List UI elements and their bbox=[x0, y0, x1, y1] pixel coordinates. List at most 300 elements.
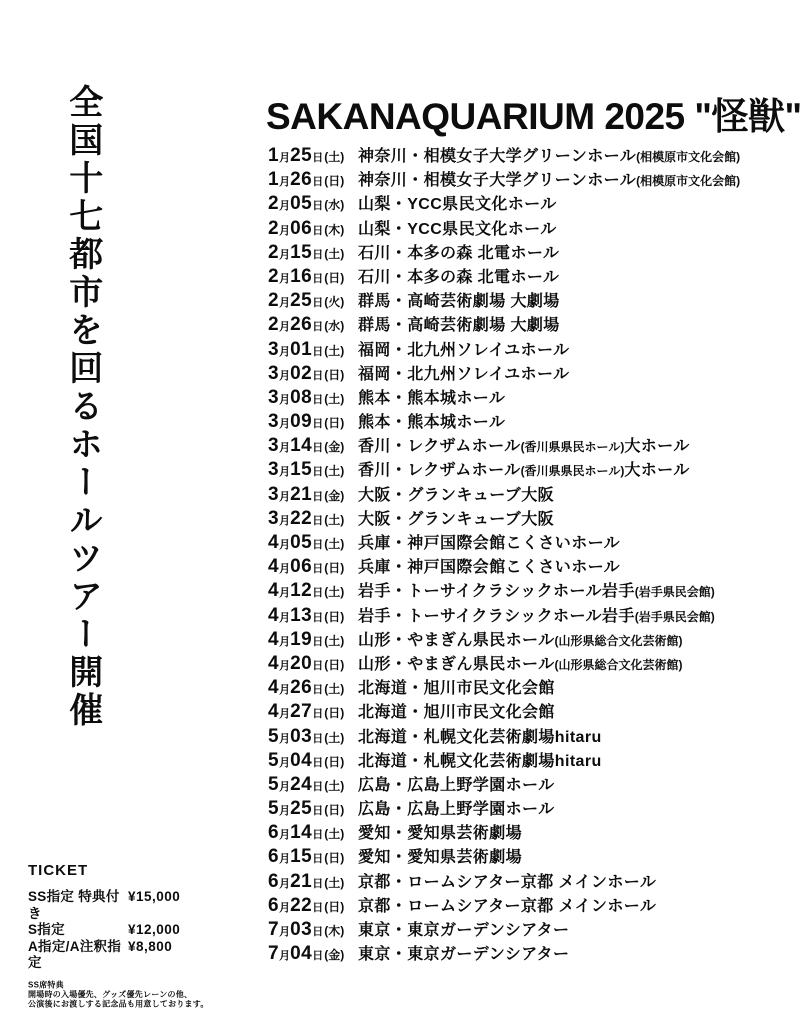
date-cell bbox=[268, 508, 358, 530]
date-day: 25 bbox=[290, 290, 313, 312]
venue-name: 北海道・旭川市民文化会館 bbox=[358, 704, 555, 722]
date-day-unit: 日 bbox=[312, 224, 324, 237]
date-day: 19 bbox=[290, 628, 313, 650]
venue-note: (香川県県民ホール) bbox=[520, 440, 625, 455]
ticket-section bbox=[28, 862, 254, 1016]
venue-cell bbox=[358, 191, 557, 214]
date-day: 15 bbox=[290, 459, 313, 481]
tour-date-row bbox=[268, 820, 740, 844]
date-weekday: (日) bbox=[324, 174, 345, 189]
date-cell bbox=[268, 871, 358, 893]
tour-date-row bbox=[268, 216, 740, 240]
date-cell bbox=[268, 943, 358, 965]
date-month: 5 bbox=[268, 798, 280, 820]
venue-cell bbox=[358, 772, 554, 795]
date-month: 5 bbox=[268, 749, 280, 771]
venue-name: 大阪・グランキューブ大阪 bbox=[358, 486, 555, 504]
date-day-unit: 日 bbox=[312, 369, 324, 382]
venue-name: 福岡・北九州ソレイユホール bbox=[358, 365, 570, 383]
date-cell bbox=[268, 798, 358, 820]
date-month-unit: 月 bbox=[279, 611, 291, 624]
date-cell bbox=[268, 290, 358, 312]
date-month: 4 bbox=[268, 556, 280, 578]
date-cell bbox=[268, 411, 358, 433]
date-day-unit: 日 bbox=[312, 152, 324, 164]
date-day: 26 bbox=[290, 314, 313, 336]
date-cell bbox=[268, 774, 358, 796]
date-day: 03 bbox=[290, 725, 313, 747]
note-line: 開場時の入場優先、グッズ優先レーンの他、 bbox=[28, 989, 193, 999]
venue-cell bbox=[358, 651, 682, 674]
venue-name: 神奈川・相模女子大学グリーンホール bbox=[358, 148, 637, 165]
date-cell bbox=[268, 339, 358, 361]
date-day: 22 bbox=[290, 507, 313, 529]
date-day-unit: 日 bbox=[312, 442, 324, 455]
date-day-unit: 日 bbox=[312, 853, 324, 866]
date-month-unit: 月 bbox=[279, 901, 291, 914]
date-day: 26 bbox=[290, 677, 313, 699]
venue-cell bbox=[358, 748, 602, 771]
date-cell bbox=[268, 435, 358, 457]
date-month-unit: 月 bbox=[279, 829, 291, 842]
date-day: 03 bbox=[290, 919, 313, 940]
date-month-unit: 月 bbox=[279, 684, 291, 697]
date-day-unit: 日 bbox=[312, 200, 324, 213]
tour-list bbox=[268, 143, 740, 965]
date-month: 3 bbox=[268, 483, 280, 505]
date-day-unit: 日 bbox=[312, 490, 324, 503]
venue-name: 群馬・高崎芸術劇場 大劇場 bbox=[358, 317, 560, 335]
tour-date-row bbox=[268, 699, 740, 723]
date-cell bbox=[268, 895, 358, 917]
venue-name: 山形・やまぎん県民ホール bbox=[358, 631, 555, 649]
tour-date-row bbox=[268, 627, 740, 651]
venue-name: 兵庫・神戸国際会館こくさいホール bbox=[358, 559, 621, 577]
venue-name: 北海道・札幌文化芸術劇場hitaru bbox=[358, 728, 602, 746]
date-weekday: (水) bbox=[324, 319, 345, 334]
date-day-unit: 日 bbox=[312, 901, 324, 914]
ticket-notes bbox=[28, 981, 209, 1009]
venue-cell bbox=[358, 240, 559, 263]
date-day: 02 bbox=[290, 362, 313, 384]
venue-cell bbox=[358, 796, 554, 819]
date-day: 20 bbox=[290, 652, 313, 674]
date-day: 25 bbox=[290, 145, 313, 166]
date-day-unit: 日 bbox=[312, 418, 324, 431]
date-weekday: (日) bbox=[324, 754, 345, 769]
date-day: 14 bbox=[290, 822, 313, 844]
date-weekday: (日) bbox=[324, 899, 345, 914]
date-month: 6 bbox=[268, 870, 280, 892]
venue-note: (岩手県民会館) bbox=[634, 585, 715, 600]
date-weekday: (日) bbox=[324, 270, 345, 285]
price-row bbox=[28, 922, 254, 939]
date-month-unit: 月 bbox=[279, 635, 291, 648]
date-cell bbox=[268, 459, 358, 481]
venue-cell bbox=[358, 264, 559, 287]
date-month: 3 bbox=[268, 411, 280, 433]
date-month: 3 bbox=[268, 507, 280, 529]
date-month-unit: 月 bbox=[279, 877, 291, 890]
date-month-unit: 月 bbox=[279, 224, 291, 237]
date-day-unit: 日 bbox=[312, 635, 324, 648]
date-weekday: (土) bbox=[324, 464, 345, 479]
date-weekday: (土) bbox=[324, 391, 345, 406]
date-month: 1 bbox=[268, 169, 280, 191]
tour-date-row bbox=[268, 603, 740, 627]
venue-name: 神奈川・相模女子大学グリーンホール bbox=[358, 172, 637, 190]
date-day: 21 bbox=[290, 483, 313, 505]
venue-name: 山梨・YCC県民文化ホール bbox=[358, 196, 557, 214]
venue-cell bbox=[358, 941, 569, 964]
date-weekday: (土) bbox=[324, 585, 345, 600]
tour-date-row bbox=[268, 869, 740, 893]
date-month-unit: 月 bbox=[279, 780, 291, 793]
date-day-unit: 日 bbox=[312, 926, 324, 938]
date-month: 4 bbox=[268, 628, 280, 650]
tour-date-row bbox=[268, 409, 740, 433]
date-month: 5 bbox=[268, 773, 280, 795]
tour-date-row bbox=[268, 337, 740, 361]
date-day-unit: 日 bbox=[312, 345, 324, 358]
date-cell bbox=[268, 822, 358, 844]
date-weekday: (土) bbox=[324, 633, 345, 648]
date-day-unit: 日 bbox=[312, 587, 324, 600]
date-month-unit: 月 bbox=[279, 200, 291, 213]
venue-name: 京都・ロームシアター京都 メインホール bbox=[358, 897, 657, 915]
date-day: 05 bbox=[290, 193, 313, 215]
date-month: 6 bbox=[268, 822, 280, 844]
date-weekday: (土) bbox=[324, 246, 345, 261]
venue-cell bbox=[358, 312, 560, 335]
date-weekday: (金) bbox=[324, 440, 345, 455]
date-day: 26 bbox=[290, 169, 313, 191]
date-day: 14 bbox=[290, 435, 313, 457]
date-day-unit: 日 bbox=[312, 514, 324, 527]
venue-name: 熊本・熊本城ホール bbox=[358, 414, 506, 432]
venue-cell bbox=[358, 385, 505, 408]
date-weekday: (土) bbox=[324, 827, 345, 842]
venue-name: 岩手・トーサイクラシックホール岩手 bbox=[358, 607, 635, 625]
venue-name: 東京・東京ガーデンシアター bbox=[358, 946, 570, 964]
date-cell bbox=[268, 726, 358, 748]
date-month: 4 bbox=[268, 532, 280, 553]
date-month-unit: 月 bbox=[279, 393, 291, 406]
date-day: 15 bbox=[290, 846, 313, 868]
date-day: 05 bbox=[290, 532, 313, 553]
date-cell bbox=[268, 314, 358, 336]
note-line: SS席特典 bbox=[28, 980, 64, 990]
date-month: 6 bbox=[268, 894, 280, 916]
date-month: 7 bbox=[268, 919, 280, 940]
date-cell bbox=[268, 750, 358, 772]
venue-name: 広島・広島上野学園ホール bbox=[358, 801, 555, 819]
venue-name: 香川・レクザムホール bbox=[358, 462, 521, 480]
date-weekday: (土) bbox=[324, 730, 345, 745]
tour-date-row bbox=[268, 457, 740, 481]
date-day-unit: 日 bbox=[312, 732, 324, 745]
date-day-unit: 日 bbox=[312, 805, 324, 818]
date-month-unit: 月 bbox=[279, 345, 291, 358]
date-day-unit: 日 bbox=[312, 877, 324, 890]
date-weekday: (日) bbox=[324, 367, 345, 382]
date-month: 3 bbox=[268, 435, 280, 457]
date-cell bbox=[268, 145, 358, 167]
date-month-unit: 月 bbox=[279, 659, 291, 672]
venue-name: 広島・広島上野学園ホール bbox=[358, 776, 555, 794]
vertical-headline: 全国十七都市を回るホールツアー開催 bbox=[63, 84, 102, 730]
date-weekday: (水) bbox=[324, 198, 345, 213]
date-cell bbox=[268, 629, 358, 651]
tour-date-row bbox=[268, 651, 740, 675]
date-weekday: (土) bbox=[324, 682, 345, 697]
date-day: 22 bbox=[290, 894, 313, 916]
venue-cell bbox=[358, 433, 690, 456]
venue-cell bbox=[358, 893, 656, 916]
date-day: 25 bbox=[290, 798, 313, 820]
date-cell bbox=[268, 677, 358, 699]
tour-date-row bbox=[268, 264, 740, 288]
venue-cell bbox=[358, 167, 740, 190]
date-weekday: (日) bbox=[324, 803, 345, 818]
date-month-unit: 月 bbox=[279, 805, 291, 818]
venue-note: (岩手県民会館) bbox=[634, 609, 715, 624]
venue-name: 香川・レクザムホール bbox=[358, 438, 521, 456]
date-month-unit: 月 bbox=[279, 418, 291, 431]
date-weekday: (火) bbox=[324, 295, 345, 310]
tour-date-row bbox=[268, 554, 740, 578]
date-month-unit: 月 bbox=[279, 853, 291, 866]
venue-cell bbox=[358, 675, 555, 698]
date-cell bbox=[268, 653, 358, 675]
date-weekday: (日) bbox=[324, 706, 345, 721]
date-month: 4 bbox=[268, 701, 280, 723]
date-month: 1 bbox=[268, 145, 280, 166]
tour-date-row bbox=[268, 143, 740, 167]
date-weekday: (土) bbox=[324, 537, 345, 551]
date-month-unit: 月 bbox=[279, 490, 291, 503]
date-day-unit: 日 bbox=[312, 297, 324, 310]
date-weekday: (日) bbox=[324, 561, 345, 576]
date-day-unit: 日 bbox=[312, 708, 324, 721]
date-day-unit: 日 bbox=[312, 756, 324, 769]
tour-date-row bbox=[268, 941, 740, 965]
venue-cell bbox=[358, 457, 690, 480]
date-month-unit: 月 bbox=[279, 176, 291, 189]
date-month-unit: 月 bbox=[279, 152, 291, 164]
date-cell bbox=[268, 169, 358, 191]
date-day: 08 bbox=[290, 386, 313, 408]
price-row bbox=[28, 939, 254, 972]
date-day-unit: 日 bbox=[312, 393, 324, 406]
tour-date-row bbox=[268, 724, 740, 748]
date-cell bbox=[268, 580, 358, 602]
date-weekday: (金) bbox=[324, 488, 345, 503]
tour-date-row bbox=[268, 288, 740, 312]
tour-date-row bbox=[268, 844, 740, 868]
venue-cell bbox=[358, 409, 505, 432]
price-value: ¥15,000 bbox=[128, 889, 181, 904]
date-month: 7 bbox=[268, 943, 280, 965]
date-day: 06 bbox=[290, 217, 313, 239]
ticket-heading: TICKET bbox=[28, 862, 89, 879]
date-month: 2 bbox=[268, 241, 280, 263]
date-month-unit: 月 bbox=[279, 466, 291, 479]
tour-date-row bbox=[268, 361, 740, 385]
date-day: 27 bbox=[290, 701, 313, 723]
date-weekday: (日) bbox=[324, 851, 345, 866]
date-cell bbox=[268, 532, 358, 554]
tour-date-row bbox=[268, 385, 740, 409]
tour-date-row bbox=[268, 482, 740, 506]
date-month-unit: 月 bbox=[279, 321, 291, 334]
venue-cell bbox=[358, 554, 620, 577]
date-day-unit: 日 bbox=[312, 539, 324, 551]
tour-date-row bbox=[268, 772, 740, 796]
date-cell bbox=[268, 363, 358, 385]
date-month: 2 bbox=[268, 265, 280, 287]
date-month: 4 bbox=[268, 652, 280, 674]
date-day: 12 bbox=[290, 580, 313, 602]
venue-note: (相模原市文化会館) bbox=[636, 174, 741, 189]
date-day: 01 bbox=[290, 338, 313, 360]
venue-cell bbox=[358, 627, 682, 650]
venue-cell bbox=[358, 820, 522, 843]
date-day: 15 bbox=[290, 241, 313, 263]
tour-date-row bbox=[268, 578, 740, 602]
venue-name: 熊本・熊本城ホール bbox=[358, 389, 506, 407]
venue-cell bbox=[358, 917, 569, 940]
date-cell bbox=[268, 218, 358, 240]
date-month-unit: 月 bbox=[279, 756, 291, 769]
venue-cell bbox=[358, 506, 554, 529]
venue-name: 大阪・グランキューブ大阪 bbox=[358, 510, 555, 528]
date-day-unit: 日 bbox=[312, 176, 324, 189]
date-month: 2 bbox=[268, 314, 280, 336]
date-weekday: (日) bbox=[324, 416, 345, 431]
date-day-unit: 日 bbox=[312, 780, 324, 793]
venue-cell bbox=[358, 699, 555, 722]
venue-name: 愛知・愛知県芸術劇場 bbox=[358, 849, 523, 867]
date-day: 04 bbox=[290, 943, 313, 965]
tour-date-row bbox=[268, 917, 740, 941]
date-day: 06 bbox=[290, 556, 313, 578]
date-month: 3 bbox=[268, 338, 280, 360]
date-month-unit: 月 bbox=[279, 563, 291, 576]
venue-name: 山形・やまぎん県民ホール bbox=[358, 655, 555, 673]
venue-note: (山形県総合文化芸術館) bbox=[554, 633, 683, 648]
venue-name: 大ホール bbox=[624, 438, 690, 456]
venue-cell bbox=[358, 361, 569, 384]
date-day: 21 bbox=[290, 870, 313, 892]
venue-cell bbox=[358, 530, 620, 553]
date-weekday: (金) bbox=[324, 948, 345, 963]
date-month: 2 bbox=[268, 290, 280, 312]
date-month-unit: 月 bbox=[279, 442, 291, 455]
date-month: 4 bbox=[268, 604, 280, 626]
date-month: 4 bbox=[268, 580, 280, 602]
date-weekday: (土) bbox=[324, 150, 345, 164]
venue-name: 北海道・旭川市民文化会館 bbox=[358, 680, 555, 698]
date-cell bbox=[268, 846, 358, 868]
venue-name: 福岡・北九州ソレイユホール bbox=[358, 341, 570, 359]
venue-name: 兵庫・神戸国際会館こくさいホール bbox=[358, 535, 621, 552]
price-label: SS指定 特典付き bbox=[28, 889, 120, 921]
date-day-unit: 日 bbox=[312, 248, 324, 261]
price-row bbox=[28, 889, 254, 922]
date-cell bbox=[268, 484, 358, 506]
venue-cell bbox=[358, 603, 715, 626]
venue-name: 石川・本多の森 北電ホール bbox=[358, 268, 560, 286]
date-cell bbox=[268, 701, 358, 723]
date-cell bbox=[268, 605, 358, 627]
date-month: 2 bbox=[268, 217, 280, 239]
venue-name: 北海道・札幌文化芸術劇場hitaru bbox=[358, 752, 602, 770]
venue-name: 愛知・愛知県芸術劇場 bbox=[358, 825, 523, 843]
venue-cell bbox=[358, 288, 560, 311]
date-weekday: (木) bbox=[324, 222, 345, 237]
venue-cell bbox=[358, 869, 656, 892]
venue-note: (相模原市文化会館) bbox=[636, 150, 741, 164]
date-cell bbox=[268, 556, 358, 578]
date-day-unit: 日 bbox=[312, 563, 324, 576]
date-weekday: (土) bbox=[324, 512, 345, 527]
tour-date-row bbox=[268, 506, 740, 530]
tour-date-row bbox=[268, 675, 740, 699]
date-month: 3 bbox=[268, 386, 280, 408]
venue-note: (香川県県民ホール) bbox=[520, 464, 625, 479]
date-day-unit: 日 bbox=[312, 950, 324, 963]
date-month-unit: 月 bbox=[279, 297, 291, 310]
date-month: 6 bbox=[268, 846, 280, 868]
tour-date-row bbox=[268, 240, 740, 264]
date-cell bbox=[268, 193, 358, 215]
date-weekday: (日) bbox=[324, 657, 345, 672]
date-month-unit: 月 bbox=[279, 539, 291, 551]
venue-name: 石川・本多の森 北電ホール bbox=[358, 244, 560, 262]
date-day-unit: 日 bbox=[312, 611, 324, 624]
date-weekday: (土) bbox=[324, 343, 345, 358]
date-cell bbox=[268, 387, 358, 409]
venue-name: 大ホール bbox=[624, 462, 690, 480]
price-label: S指定 bbox=[28, 922, 65, 937]
tour-date-row bbox=[268, 530, 740, 554]
date-day-unit: 日 bbox=[312, 684, 324, 697]
date-day: 24 bbox=[290, 773, 313, 795]
venue-name: 京都・ロームシアター京都 メインホール bbox=[358, 873, 657, 891]
date-month: 3 bbox=[268, 362, 280, 384]
tour-date-row bbox=[268, 748, 740, 772]
date-day: 09 bbox=[290, 411, 313, 433]
tour-date-row bbox=[268, 191, 740, 215]
date-month-unit: 月 bbox=[279, 272, 291, 285]
tour-date-row bbox=[268, 312, 740, 336]
venue-cell bbox=[358, 216, 557, 239]
date-month-unit: 月 bbox=[279, 514, 291, 527]
venue-name: 群馬・高崎芸術劇場 大劇場 bbox=[358, 293, 560, 311]
date-cell bbox=[268, 242, 358, 264]
date-day: 16 bbox=[290, 265, 313, 287]
date-day-unit: 日 bbox=[312, 659, 324, 672]
date-cell bbox=[268, 919, 358, 941]
venue-cell bbox=[358, 143, 740, 166]
venue-name: 東京・東京ガーデンシアター bbox=[358, 922, 570, 939]
date-month-unit: 月 bbox=[279, 369, 291, 382]
price-value: ¥8,800 bbox=[128, 938, 173, 954]
date-month: 3 bbox=[268, 459, 280, 481]
date-month-unit: 月 bbox=[279, 926, 291, 938]
date-month: 5 bbox=[268, 725, 280, 747]
